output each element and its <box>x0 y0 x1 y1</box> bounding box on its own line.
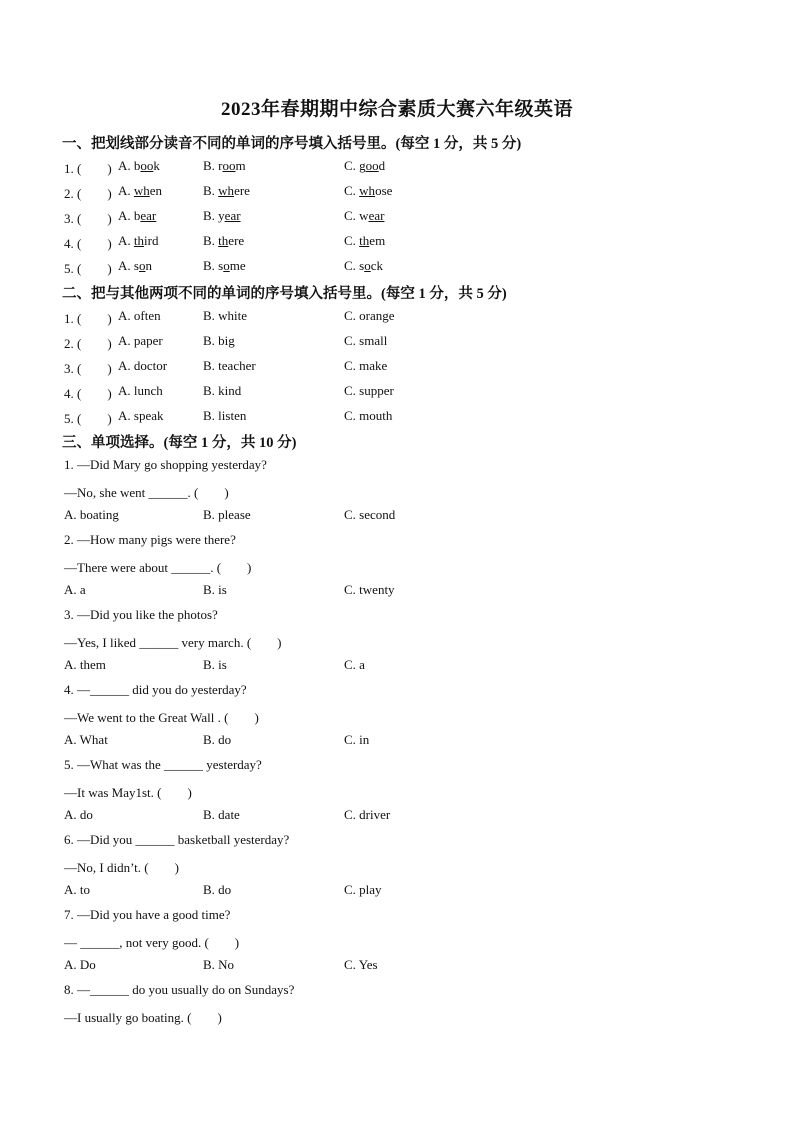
question-text: 4. —______ did you do yesterday? <box>64 682 247 697</box>
option-a: A. What <box>64 732 108 747</box>
underlined-letters: oo <box>140 158 154 173</box>
question-text: 2. —How many pigs were there? <box>64 532 236 547</box>
option-b: B. teacher <box>203 358 256 373</box>
option-c: C. sock <box>344 258 384 273</box>
underlined-letters: wh <box>218 183 235 198</box>
option-b: B. white <box>203 308 248 323</box>
option-a: A. bear <box>118 208 157 223</box>
option-b: B. room <box>203 158 246 173</box>
underlined-letters: th <box>133 233 145 248</box>
answer-line: —There were about ______. ( ) <box>64 560 252 575</box>
option-c: C. twenty <box>344 582 395 597</box>
underlined-letters: o <box>223 258 230 273</box>
underlined-letters: ear <box>368 208 385 223</box>
option-a: A. doctor <box>118 358 168 373</box>
answer-line: —No, I didn’t. ( ) <box>64 860 179 875</box>
option-a: A. often <box>118 308 161 323</box>
section-3-heading: 三、单项选择。(每空 1 分，共 10 分) <box>62 435 297 451</box>
option-a: A. paper <box>118 333 163 348</box>
answer-line: —It was May1st. ( ) <box>64 785 192 800</box>
option-a: A. speak <box>118 408 164 423</box>
option-b: B. do <box>203 882 232 897</box>
option-c: C. mouth <box>344 408 393 423</box>
option-c: C. play <box>344 882 382 897</box>
option-c: C. a <box>344 657 365 672</box>
option-a: A. boating <box>64 507 119 522</box>
option-c: C. them <box>344 233 386 248</box>
option-a: A. a <box>64 582 86 597</box>
question-number: 4. ( ) <box>64 386 112 401</box>
question-number: 4. ( ) <box>64 236 112 251</box>
answer-line: —Yes, I liked ______ very march. ( ) <box>64 635 282 650</box>
underlined-letters: wh <box>359 183 376 198</box>
option-a: A. do <box>64 807 93 822</box>
answer-line: —No, she went ______. ( ) <box>64 485 229 500</box>
underlined-letters: o <box>138 258 146 273</box>
underlined-letters: ear <box>140 208 157 223</box>
option-b: B. is <box>203 657 227 672</box>
option-b: B. kind <box>203 383 242 398</box>
section-1-heading: 一、把划线部分读音不同的单词的序号填入括号里。(每空 1 分，共 5 分) <box>62 136 522 152</box>
question-number: 5. ( ) <box>64 261 112 276</box>
question-text: 5. —What was the ______ yesterday? <box>64 757 262 772</box>
underlined-letters: th <box>359 233 370 248</box>
option-b: B. date <box>203 807 240 822</box>
option-b: B. please <box>203 507 251 522</box>
question-number: 2. ( ) <box>64 336 112 351</box>
question-text: 7. —Did you have a good time? <box>64 907 231 922</box>
option-c: C. driver <box>344 807 391 822</box>
option-a: A. lunch <box>118 383 163 398</box>
option-c: C. good <box>344 158 386 173</box>
option-b: B. some <box>203 258 246 273</box>
option-c: C. in <box>344 732 370 747</box>
option-b: B. No <box>203 957 235 972</box>
underlined-letters: wh <box>133 183 150 198</box>
option-b: B. big <box>203 333 235 348</box>
underlined-letters: th <box>218 233 229 248</box>
option-c: C. make <box>344 358 388 373</box>
option-a: A. son <box>118 258 152 273</box>
question-number: 5. ( ) <box>64 411 112 426</box>
answer-line: —I usually go boating. ( ) <box>64 1010 222 1025</box>
option-b: B. listen <box>203 408 247 423</box>
question-number: 2. ( ) <box>64 186 112 201</box>
option-a: A. third <box>118 233 159 248</box>
question-text: 8. —______ do you usually do on Sundays? <box>64 982 295 997</box>
answer-line: — ______, not very good. ( ) <box>64 935 240 950</box>
option-c: C. whose <box>344 183 393 198</box>
question-text: 1. —Did Mary go shopping yesterday? <box>64 457 267 472</box>
option-b: B. where <box>203 183 250 198</box>
option-b: B. there <box>203 233 245 248</box>
question-text: 6. —Did you ______ basketball yesterday? <box>64 832 290 847</box>
underlined-letters: o <box>364 258 371 273</box>
underlined-letters: oo <box>222 158 236 173</box>
option-b: B. year <box>203 208 241 223</box>
question-number: 3. ( ) <box>64 361 112 376</box>
option-a: A. to <box>64 882 90 897</box>
question-number: 1. ( ) <box>64 161 112 176</box>
option-c: C. Yes <box>344 957 378 972</box>
answer-line: —We went to the Great Wall . ( ) <box>64 710 259 725</box>
question-number: 3. ( ) <box>64 211 112 226</box>
option-a: A. them <box>64 657 106 672</box>
option-c: C. small <box>344 333 388 348</box>
option-c: C. orange <box>344 308 395 323</box>
question-text: 3. —Did you like the photos? <box>64 607 218 622</box>
option-a: A. Do <box>64 957 96 972</box>
option-c: C. second <box>344 507 396 522</box>
option-a: A. book <box>118 158 160 173</box>
option-b: B. is <box>203 582 227 597</box>
option-c: C. supper <box>344 383 394 398</box>
option-c: C. wear <box>344 208 385 223</box>
underlined-letters: oo <box>365 158 379 173</box>
section-2-heading: 二、把与其他两项不同的单词的序号填入括号里。(每空 1 分，共 5 分) <box>62 286 507 302</box>
option-b: B. do <box>203 732 232 747</box>
option-a: A. when <box>118 183 163 198</box>
page-title: 2023年春期期中综合素质大赛六年级英语 <box>220 99 573 120</box>
underlined-letters: ear <box>224 208 241 223</box>
question-number: 1. ( ) <box>64 311 112 326</box>
